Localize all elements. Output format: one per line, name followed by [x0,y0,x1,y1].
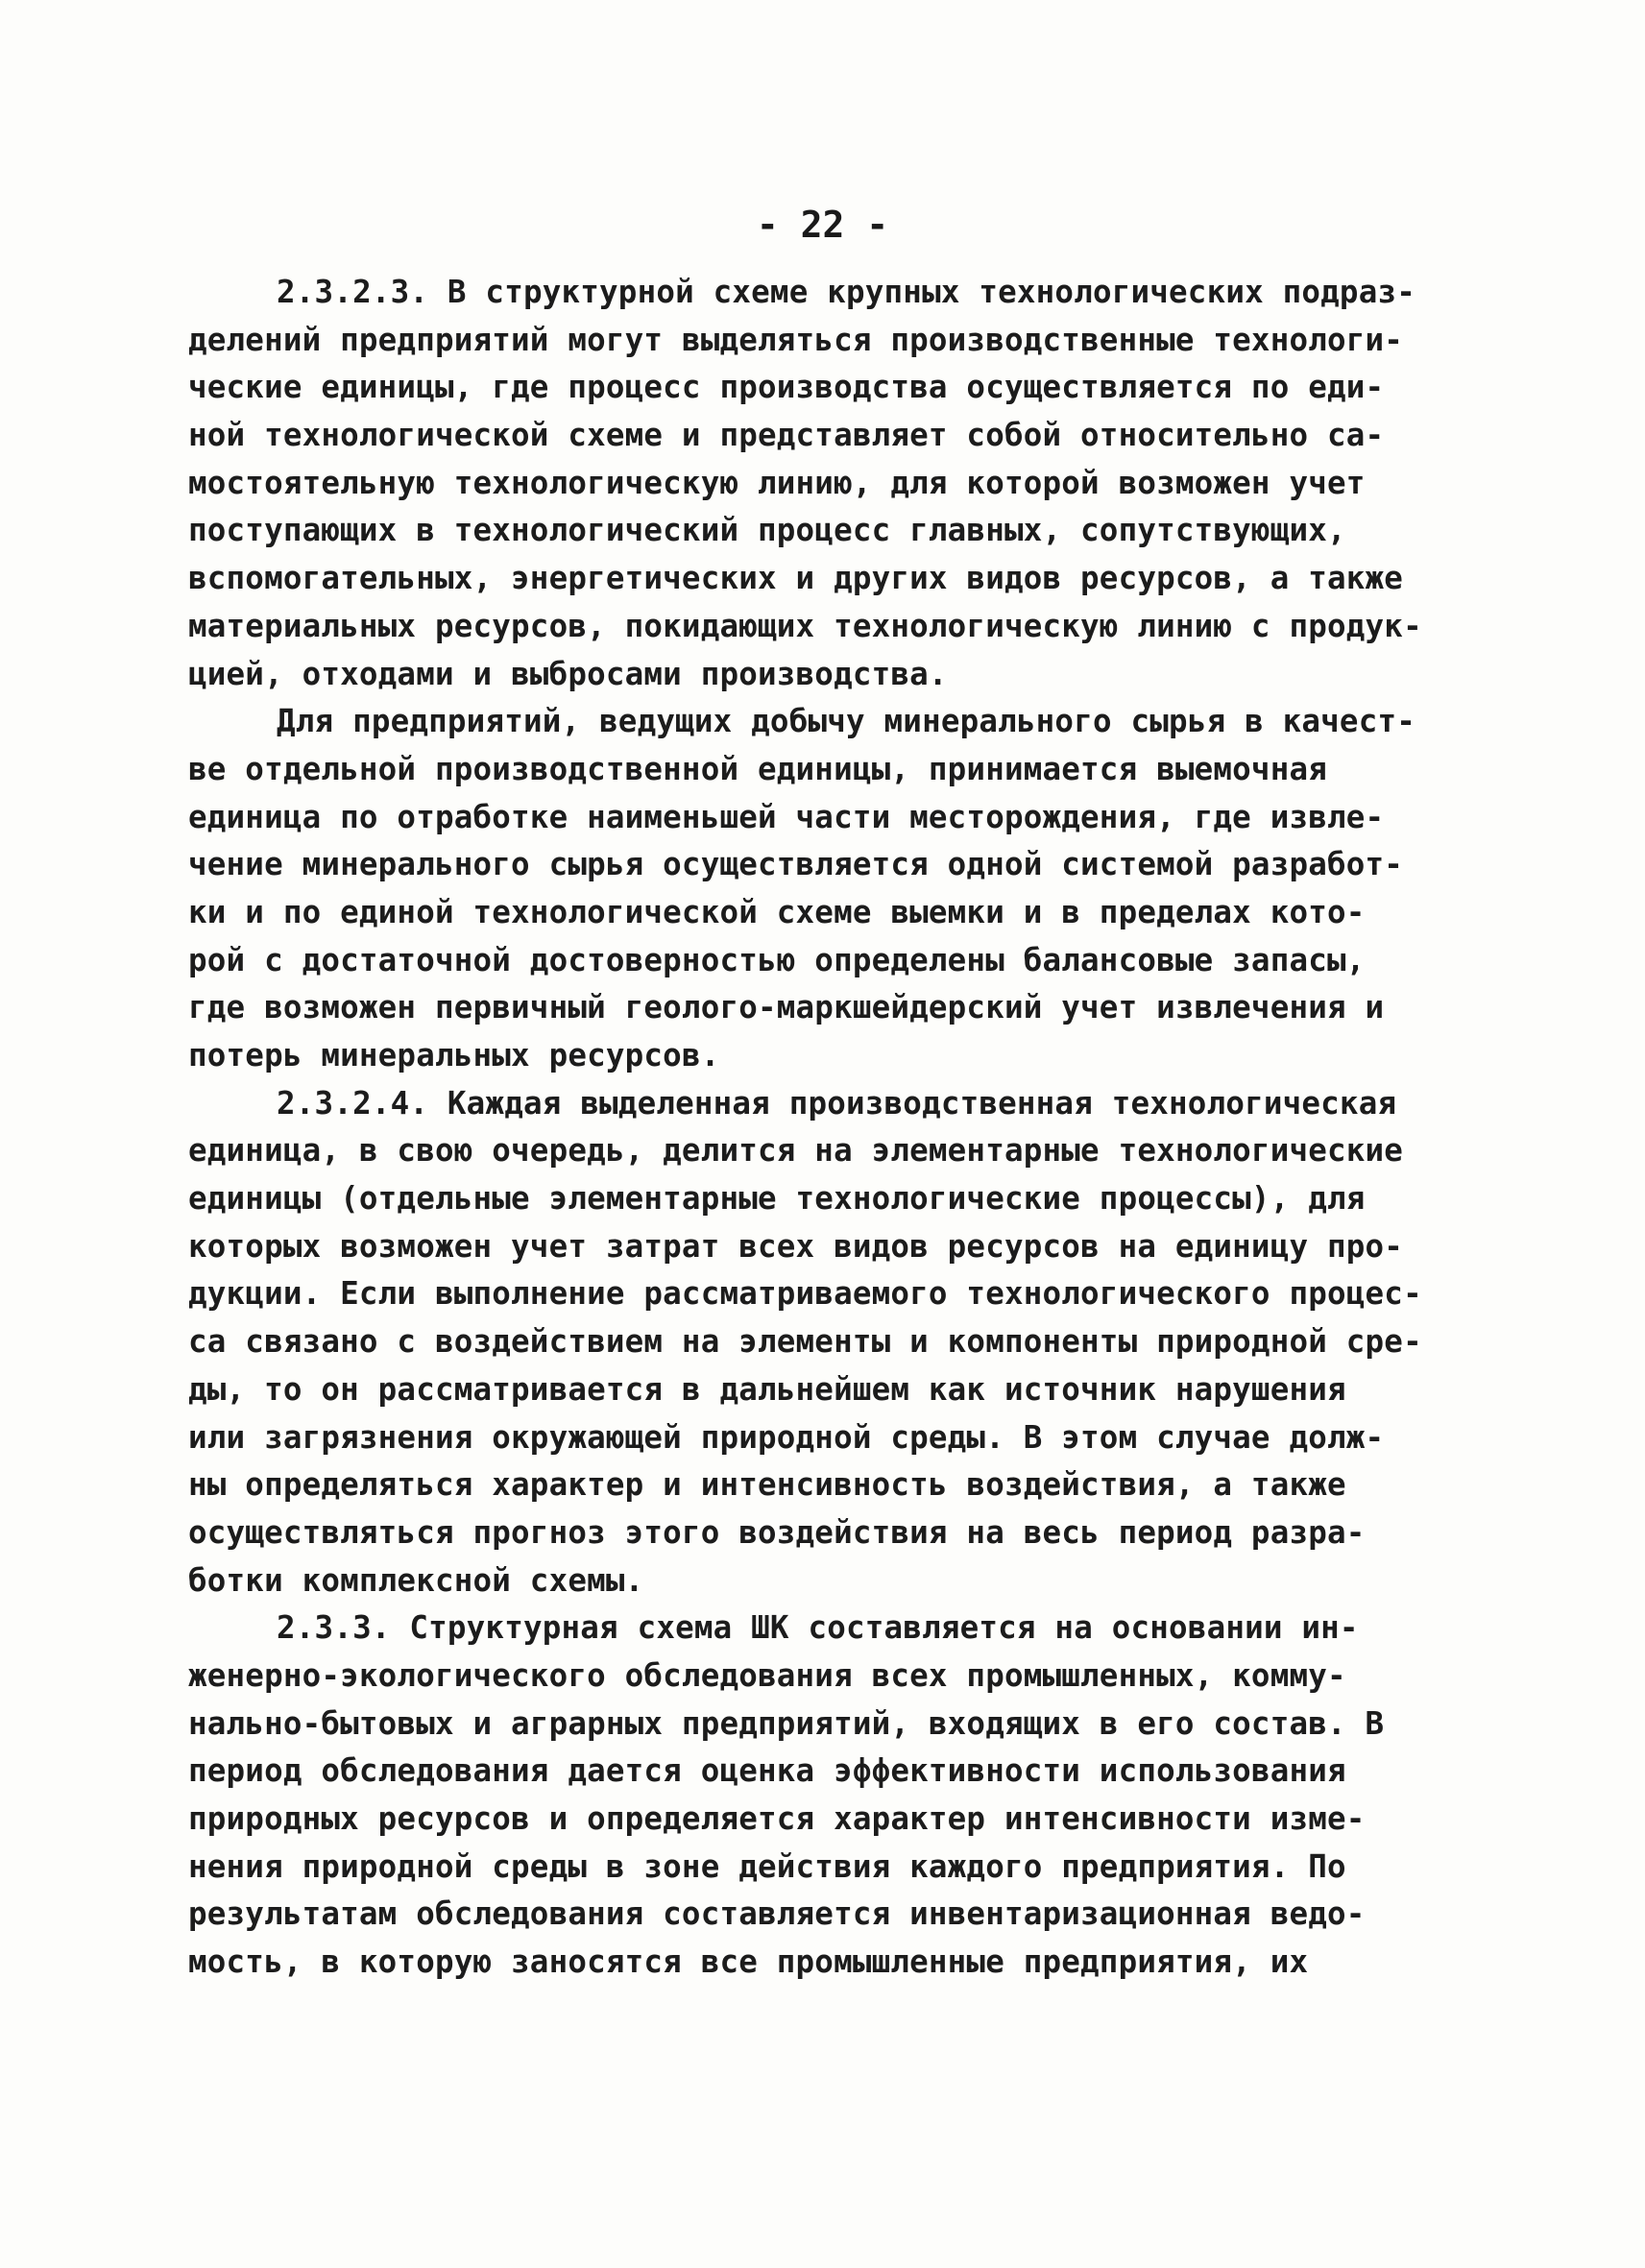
document-body [188,269,1465,1987]
text-line: осуществляться прогноз этого воздействия на весь период разра- [188,1513,1366,1551]
text-line: 2.3.2.4. Каждая выделенная производственная технологическая [277,1084,1397,1122]
text-line: поступающих в технологический процесс главных, сопутствующих, [188,512,1346,549]
text-line: ческие единицы, где процесс производства осуществляется по еди- [188,369,1385,406]
text-line: материальных ресурсов, покидающих технологическую линию с продук- [188,607,1422,644]
text-line: единица по отработке наименьшей части месторождения, где извле- [188,798,1385,835]
text-line: ки и по единой технологической схеме выемки и в пределах кото- [188,893,1366,930]
text-line: единицы (отдельные элементарные технологические процессы), для [188,1180,1366,1218]
text-line: результатам обследования составляется инвентаризационная ведо- [188,1895,1366,1933]
text-line: ны определяться характер и интенсивность воздействия, а также [188,1466,1346,1504]
text-line: 2.3.2.3. В структурной схеме крупных технологических подраз- [277,274,1415,310]
text-line: природных ресурсов и определяется характер интенсивности изме- [188,1800,1366,1837]
text-line: или загрязнения окружающей природной среды. В этом случае долж- [188,1418,1385,1456]
text-line: ды, то он рассматривается в дальнейшем как источник нарушения [188,1370,1346,1408]
text-line: чение минерального сырья осуществляется одной системой разработ- [188,846,1404,883]
text-line: нения природной среды в зоне действия каждого предприятия. По [188,1847,1346,1885]
text-line: 2.3.3. Структурная схема ШК составляется на основании ин- [277,1609,1359,1647]
text-line: нально-бытовых и аграрных предприятий, входящих в его состав. В [188,1704,1385,1742]
text-line: которых возможен учет затрат всех видов ресурсов на единицу про- [188,1227,1404,1265]
text-line: дукции. Если выполнение рассматриваемого технологического процес- [188,1275,1422,1313]
text-line: период обследования дается оценка эффективности использования [188,1752,1346,1790]
text-line: потерь минеральных ресурсов. [188,1037,720,1074]
text-line: ве отдельной производственной единицы, принимается выемочная [188,750,1327,787]
text-line: мостоятельную технологическую линию, для которой возможен учет [188,464,1366,501]
text-line: женерно-экологического обследования всех промышленных, комму- [188,1656,1346,1694]
text-line: где возможен первичный геолого-маркшейдерский учет извлечения и [188,989,1385,1026]
text-line: делений предприятий могут выделяться производственные технологи- [188,321,1404,358]
text-line: са связано с воздействием на элементы и компоненты природной сре- [188,1323,1422,1361]
page-number: - 22 - [756,204,889,246]
text-line: Для предприятий, ведущих добычу минерального сырья в качест- [277,703,1415,740]
text-line: рой с достаточной достоверностью определены балансовые запасы, [188,941,1366,978]
text-line: ботки комплексной схемы. [188,1561,644,1599]
text-line: мость, в которую заносятся все промышленные предприятия, их [188,1943,1309,1981]
text-line: ной технологической схеме и представляет собой относительно са- [188,417,1385,454]
text-line: вспомогательных, энергетических и других видов ресурсов, а также [188,560,1404,597]
text-line: единица, в свою очередь, делится на элементарные технологические [188,1132,1404,1170]
text-line: цией, отходами и выбросами производства. [188,655,948,692]
